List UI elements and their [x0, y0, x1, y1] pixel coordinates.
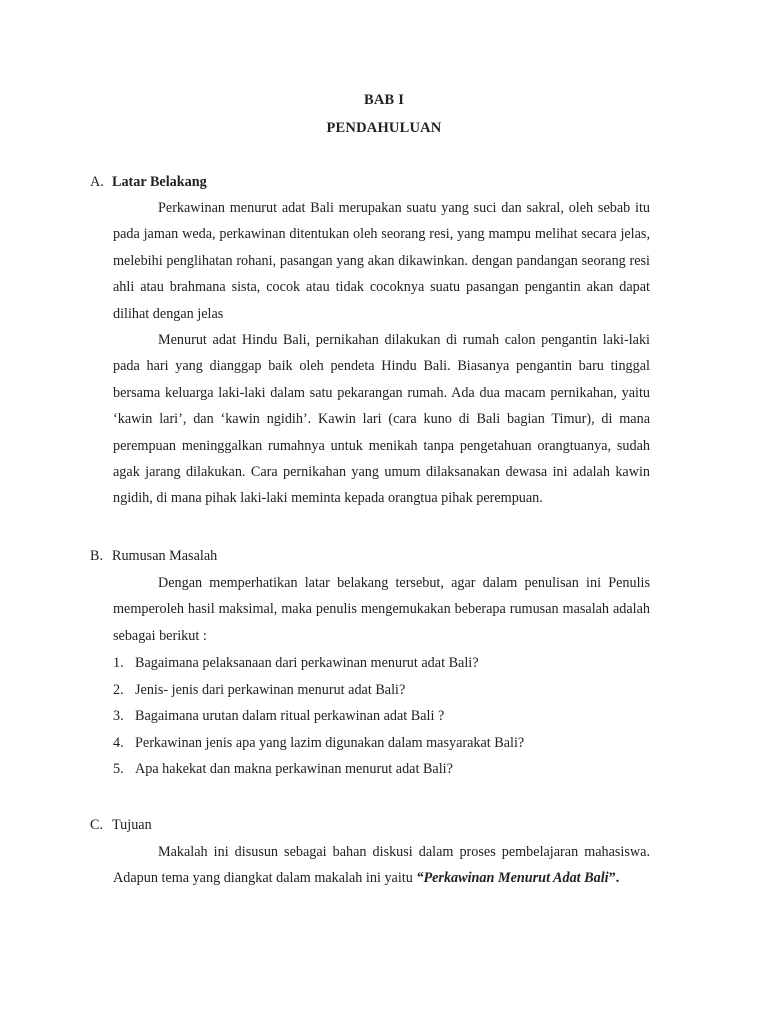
section-b-letter: B.: [90, 548, 104, 564]
section-a-heading: [90, 174, 207, 191]
section-b-heading: [90, 548, 217, 565]
section-c-theme-emphasis: “Perkawinan Menurut Adat Bali: [416, 870, 609, 887]
section-c-letter: C.: [90, 817, 104, 833]
list-item: [113, 761, 453, 778]
section-a-title: Latar Belakang: [112, 174, 207, 190]
list-item: [113, 682, 405, 699]
section-a-paragraph-2-text: Menurut adat Hindu Bali, pernikahan dilakukan di rumah calon pengantin laki-laki pada hari yang dianggap baik oleh pendeta Hindu Bali. Biasanya pengantin baru tinggal bersama keluarga laki-laki dalam satu pekarangan rumah. Ada dua macam pernikahan, yaitu ‘kawin lari’, dan ‘kawin ngidih’. Kawin lari (cara kuno di Bali bagian Timur), di mana perempuan meninggalkan rumahnya untuk menikah tanpa pengetahuan orangtuanya, sudah agak jarang dilakukan. Cara pernikahan yang umum dilaksanakan dewasa ini adalah kawin ngidih, di mana pihak laki-laki meminta kepada orangtua pihak perempuan.: [113, 332, 650, 507]
list-item: [113, 708, 444, 725]
list-item: [113, 655, 479, 672]
section-b-title: Rumusan Masalah: [112, 548, 218, 564]
list-item-number: 3.: [113, 708, 124, 724]
section-c-heading: [90, 817, 152, 834]
list-item-text: Jenis- jenis dari perkawinan menurut adat Bali?: [135, 682, 406, 698]
section-c-theme-close: ”.: [608, 870, 620, 887]
list-item: [113, 735, 524, 752]
section-c-title: Tujuan: [112, 817, 152, 833]
list-item-number: 5.: [113, 761, 124, 777]
list-item-text: Apa hakekat dan makna perkawinan menurut adat Bali?: [135, 761, 453, 777]
list-item-number: 1.: [113, 655, 124, 671]
section-b-paragraph-text: Dengan memperhatikan latar belakang tersebut, agar dalam penulisan ini Penulis memperoleh hasil maksimal, maka penulis mengemukakan beberapa rumusan masalah adalah sebagai berikut :: [113, 575, 650, 644]
list-item-number: 2.: [113, 682, 124, 698]
chapter-title: PENDAHULUAN: [326, 120, 442, 136]
section-a-letter: A.: [90, 174, 104, 190]
list-item-text: Bagaimana urutan dalam ritual perkawinan adat Bali ?: [135, 708, 445, 724]
section-a-paragraph-1-text: Perkawinan menurut adat Bali merupakan suatu yang suci dan sakral, oleh sebab itu pada jaman weda, perkawinan ditentukan oleh seorang resi, yang mampu melihat secara jelas, melebihi penglihatan rohani, pasangan yang akan dikawinkan. dengan pandangan seorang resi ahli atau brahmana sista, cocok atau tidak cocoknya suatu pasangan pengantin akan dapat dilihat dengan jelas: [113, 200, 650, 322]
section-b-paragraph: [113, 570, 650, 649]
chapter-number: BAB I: [363, 92, 405, 108]
list-item-text: Perkawinan jenis apa yang lazim digunakan dalam masyarakat Bali?: [135, 735, 525, 751]
section-c-paragraph-text: Makalah ini disusun sebagai bahan diskusi dalam proses pembelajaran mahasiswa. Adapun tema yang diangkat dalam makalah ini yaitu: [113, 844, 650, 887]
section-a-paragraph-1: [113, 195, 650, 327]
list-item-number: 4.: [113, 735, 124, 751]
section-c-paragraph: [113, 839, 650, 892]
list-item-text: Bagaimana pelaksanaan dari perkawinan menurut adat Bali?: [135, 655, 479, 671]
section-a-paragraph-2: [113, 327, 650, 512]
